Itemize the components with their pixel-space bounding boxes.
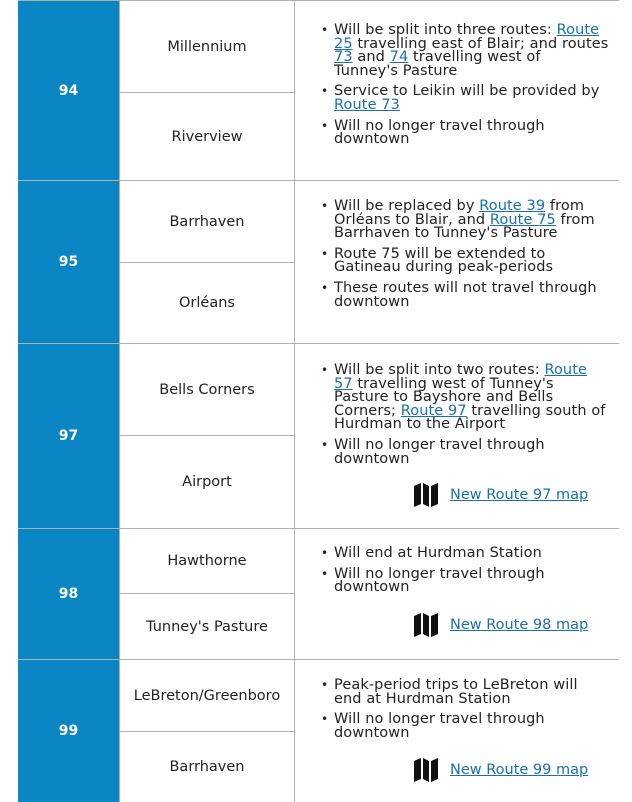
change-list — [334, 660, 609, 740]
route-row-98 — [18, 529, 619, 660]
route-changes — [296, 529, 619, 659]
route-changes — [296, 181, 619, 343]
route-number: 97 — [18, 344, 119, 528]
route-number: 98 — [18, 529, 119, 659]
change-item — [334, 24, 609, 78]
change-item — [334, 200, 609, 241]
new-route-map-link[interactable]: New Route 97 map — [450, 487, 589, 503]
route-destination: Orléans — [119, 263, 295, 343]
folded-map-icon — [412, 756, 440, 784]
change-item — [334, 679, 609, 706]
folded-map-icon — [412, 481, 440, 509]
route-link[interactable]: Route 75 — [489, 211, 556, 228]
change-text: Will be split into three routes: — [334, 22, 557, 38]
route-link[interactable]: Route 97 — [400, 402, 467, 419]
route-number: 99 — [18, 660, 119, 802]
change-list — [334, 181, 609, 309]
change-text: Will end at Hurdman Station — [334, 545, 542, 561]
change-text: Will be split into two routes: — [334, 362, 545, 378]
route-destination: Airport — [119, 436, 295, 528]
change-text: Peak-period trips to LeBreton will end at Hurdman Station — [334, 677, 578, 707]
route-row-95 — [18, 181, 619, 344]
change-text: Will no longer travel through downtown — [334, 711, 545, 741]
map-link-row[interactable] — [412, 756, 588, 784]
route-destination: LeBreton/Greenboro — [119, 660, 295, 732]
route-destination: Barrhaven — [119, 181, 295, 263]
change-item — [334, 436, 609, 467]
route-changes — [296, 660, 619, 802]
route-destination: Tunney's Pasture — [119, 594, 295, 659]
route-link[interactable]: Route 73 — [334, 96, 400, 113]
change-text: These routes will not travel through downtown — [334, 279, 597, 310]
change-list — [334, 344, 609, 466]
change-item — [334, 117, 609, 148]
change-text: Will no longer travel through downtown — [334, 117, 545, 148]
change-text: Service to Leikin will be provided by — [334, 83, 600, 100]
route-link[interactable]: Route 25 — [334, 22, 600, 52]
route-link[interactable]: 74 — [389, 49, 409, 66]
change-text: Will be replaced by — [334, 198, 480, 214]
change-item — [334, 279, 609, 310]
route-destination: Hawthorne — [119, 529, 295, 594]
new-route-map-link[interactable]: New Route 98 map — [450, 617, 589, 633]
route-number: 95 — [18, 181, 119, 343]
route-link[interactable]: Route 39 — [479, 198, 546, 214]
change-item — [334, 364, 609, 432]
change-text: travelling east of Blair; and routes — [352, 35, 609, 52]
route-destination: Barrhaven — [119, 732, 295, 802]
route-row-99 — [18, 660, 619, 802]
change-text: travelling west of Tunney's Pasture — [334, 49, 541, 79]
new-route-map-link[interactable]: New Route 99 map — [450, 762, 589, 778]
map-link-row[interactable] — [412, 611, 588, 639]
change-text: Will no longer travel through downtown — [334, 565, 545, 596]
change-text: Route 75 will be extended to Gatineau during peak-periods — [334, 245, 554, 276]
route-row-94 — [18, 0, 619, 181]
route-link[interactable]: Route 57 — [334, 362, 588, 392]
change-text: from Orléans to Blair, and — [334, 198, 585, 228]
folded-map-icon — [412, 611, 440, 639]
change-item — [334, 565, 609, 596]
route-link[interactable]: 73 — [334, 49, 353, 66]
route-changes — [296, 344, 619, 528]
change-list — [334, 529, 609, 595]
route-changes — [296, 1, 619, 180]
route-row-97 — [18, 344, 619, 529]
change-text: Will no longer travel through downtown — [334, 436, 545, 467]
change-item — [334, 713, 609, 740]
change-item — [334, 245, 609, 276]
change-text: travelling west of Tunney's Pasture to Bayshore and Bells Corners; — [334, 375, 554, 419]
change-text: from Barrhaven to Tunney's Pasture — [334, 211, 595, 242]
map-link-row[interactable] — [412, 481, 588, 509]
change-text: travelling south of Hurdman to the Airport — [334, 402, 606, 433]
route-destination: Millennium — [119, 1, 295, 93]
change-list — [334, 1, 609, 147]
route-number: 94 — [18, 1, 119, 180]
change-item — [334, 547, 609, 561]
route-destination: Riverview — [119, 93, 295, 181]
change-item — [334, 85, 609, 112]
change-text: and — [352, 49, 390, 66]
route-destination: Bells Corners — [119, 344, 295, 436]
